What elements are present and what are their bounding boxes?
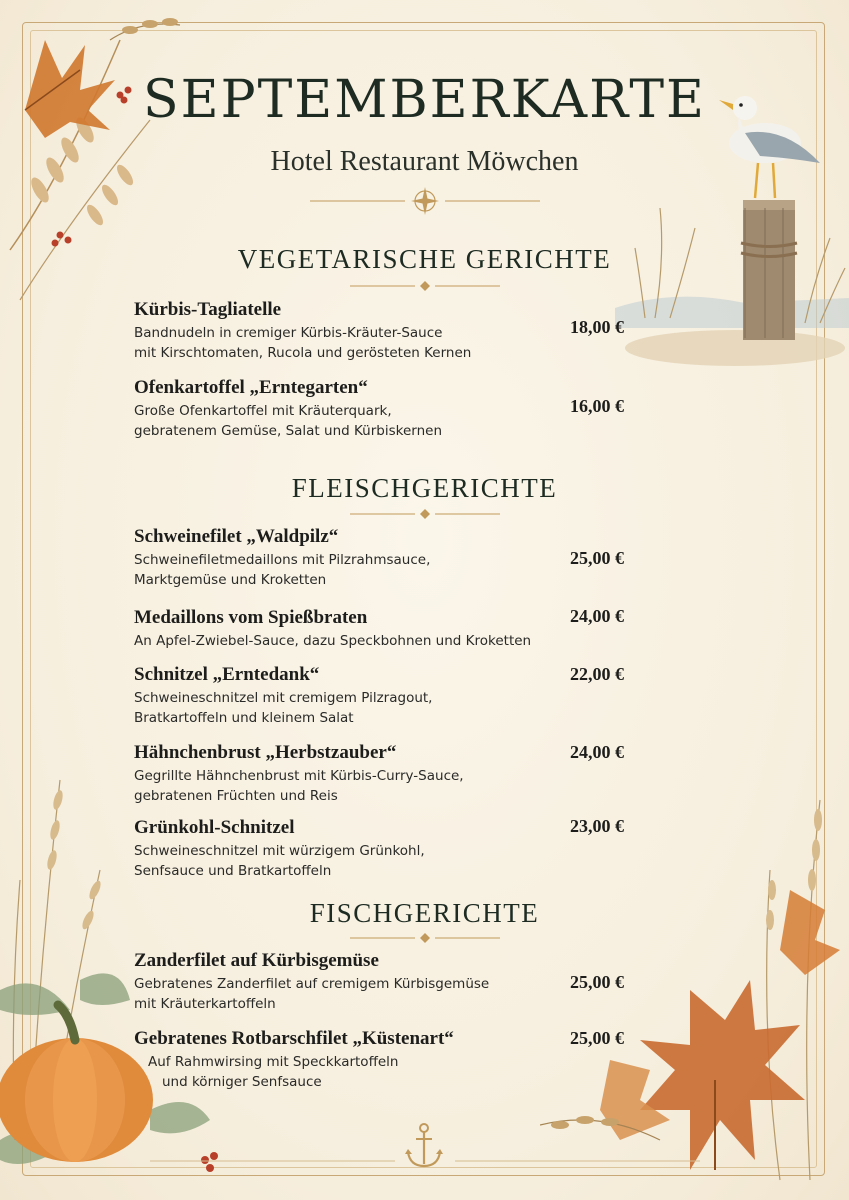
item-price: 16,00 €: [570, 396, 624, 416]
item-name: Grünkohl-Schnitzel: [134, 817, 295, 838]
item-name: Schweinefilet „Waldpilz“: [134, 526, 339, 547]
item-price: 24,00 €: [570, 606, 624, 626]
item-name: Ofenkartoffel „Erntegarten“: [134, 377, 368, 398]
section-title-vegetarian: VEGETARISCHE GERICHTE: [237, 244, 612, 274]
item-description: Schweineschnitzel mit cremigem Pilzragout, Bratkartoffeln und kleinem Salat: [134, 690, 433, 726]
restaurant-name: Hotel Restaurant Möwchen: [270, 146, 579, 177]
item-price: 22,00 €: [570, 664, 624, 684]
item-name: Kürbis-Tagliatelle: [134, 299, 282, 320]
item-description: Auf Rahmwirsing mit Speckkartoffeln und körniger Senfsauce: [148, 1054, 399, 1090]
item-price: 23,00 €: [570, 816, 624, 836]
item-description: Gegrillte Hähnchenbrust mit Kürbis-Curry-Sauce, gebratenen Früchten und Reis: [134, 768, 464, 804]
item-name: Gebratenes Rotbarschfilet „Küstenart“: [134, 1028, 454, 1049]
item-name: Hähnchenbrust „Herbstzauber“: [134, 742, 397, 763]
item-description: Schweinefiletmedaillons mit Pilzrahmsauce, Marktgemüse und Kroketten: [134, 552, 431, 588]
section-title-fish: FISCHGERICHTE: [309, 898, 540, 928]
section-title-meat: FLEISCHGERICHTE: [291, 473, 558, 503]
item-description: Gebratenes Zanderfilet auf cremigem Kürbisgemüse mit Kräuterkartoffeln: [134, 976, 490, 1012]
item-name: Zanderfilet auf Kürbisgemüse: [134, 950, 379, 971]
item-price: 25,00 €: [570, 548, 624, 568]
section-divider: [350, 932, 500, 944]
item-name: Medaillons vom Spießbraten: [134, 607, 368, 628]
item-price: 24,00 €: [570, 742, 624, 762]
compass-icon: [310, 186, 540, 216]
item-price: 18,00 €: [570, 317, 624, 337]
item-price: 25,00 €: [570, 1028, 624, 1048]
section-divider: [350, 280, 500, 292]
item-description: An Apfel-Zwiebel-Sauce, dazu Speckbohnen und Kroketten: [134, 633, 532, 649]
footer-line: [150, 1158, 700, 1164]
item-description: Große Ofenkartoffel mit Kräuterquark, gebratenem Gemüse, Salat und Kürbiskernen: [134, 403, 443, 439]
item-price: 25,00 €: [570, 972, 624, 992]
section-divider: [350, 508, 500, 520]
item-description: Bandnudeln in cremiger Kürbis-Kräuter-Sauce mit Kirschtomaten, Rucola und gerösteten Kernen: [134, 325, 472, 361]
item-description: Schweineschnitzel mit würzigem Grünkohl, Senfsauce und Bratkartoffeln: [134, 843, 425, 879]
page-title: SEPTEMBERKARTE: [143, 70, 706, 130]
item-name: Schnitzel „Erntedank“: [134, 664, 320, 685]
